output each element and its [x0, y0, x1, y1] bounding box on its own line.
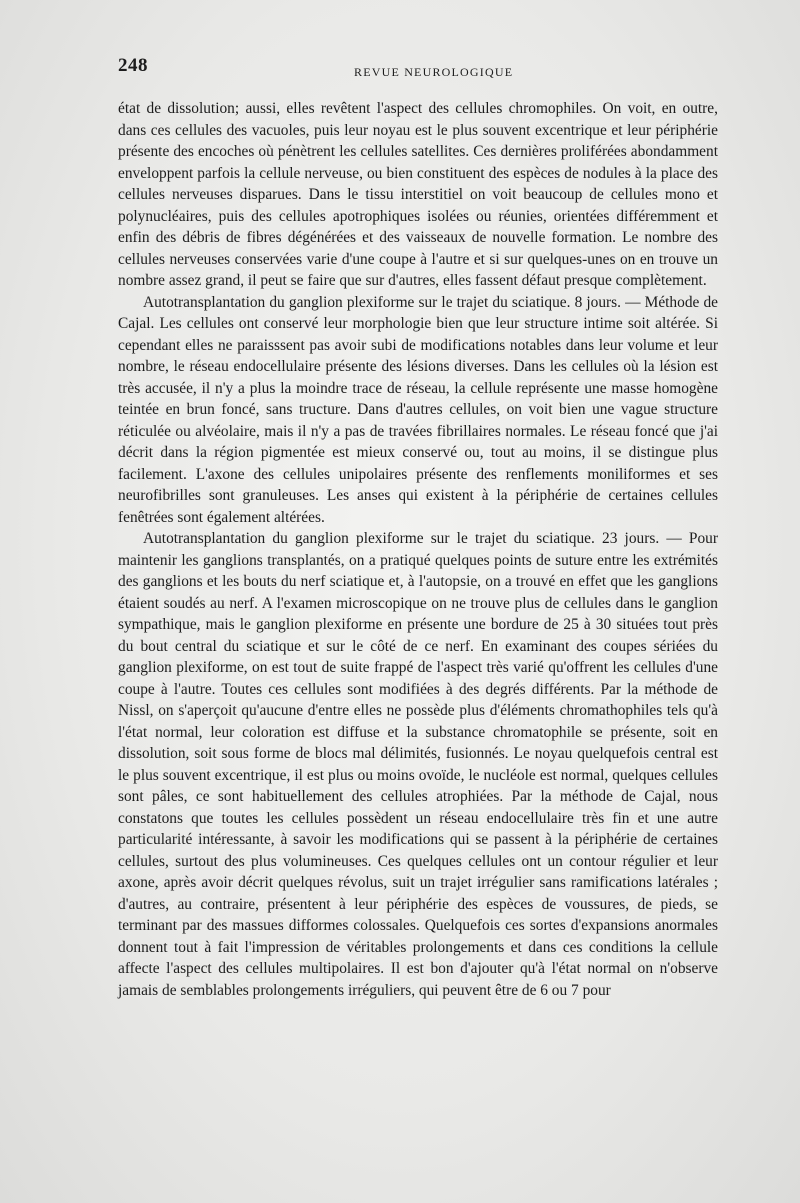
body-text — [118, 98, 718, 1001]
page-number: 248 — [118, 55, 148, 76]
paragraph-continuation: état de dissolution; aussi, elles revêtent l'aspect des cellules chromophiles. On voit, en outre, dans ces cellules des vacuoles, puis leur noyau est le plus souvent excentrique et leur périphérie présente des encoches où pénètrent les cellules satellites. Ces dernières proliférées abondamment enveloppent parfois la cellule nerveuse, ou bien constituent des espèces de nodules à la place des cellules nerveuses disparues. Dans le tissu interstitiel on voit beaucoup de cellules mono et polynucléaires, puis des cellules apotrophiques isolées ou réunies, orientées différemment et enfin des débris de fibres dégénérées et des vaisseaux de nouvelle formation. Le nombre des cellules nerveuses conservées varie d'une coupe à l'autre et si sur quelques-unes on en trouve un nombre assez grand, il peut se faire que sur d'autres, elles fassent défaut presque complètement. — [118, 100, 718, 289]
paragraph-autotransplantation-8-jours: Autotransplantation du ganglion plexiforme sur le trajet du sciatique. 8 jours. — Méthode de Cajal. Les cellules ont conservé leur morphologie bien que leur structure intime soit altérée. Si cependant elles ne paraisssent pas avoir subi de modifications notables dans leur volume et leur nombre, le réseau endocellulaire présente des lésions diverses. Dans les cellules où la lésion est très accusée, il n'y a plus la moindre trace de réseau, la cellule représente une masse homogène teintée en brun foncé, sans tructure. Dans d'autres cellules, on voit bien une vague structure réticulée ou alvéolaire, mais il n'y a pas de travées fibrillaires normales. Le réseau foncé que j'ai décrit dans la région pigmentée est mieux conservé ou, tout au moins, il se distingue plus facilement. L'axone des cellules unipolaires présente des renflements moniliformes et ses neurofibrilles sont granuleuses. Les anses qui existent à la périphérie de certaines cellules fenêtrées sont également altérées. — [118, 293, 718, 526]
running-title: REVUE NEUROLOGIQUE — [354, 65, 514, 79]
page-header — [118, 55, 718, 85]
paragraph-autotransplantation-23-jours: Autotransplantation du ganglion plexiforme sur le trajet du sciatique. 23 jours. — Pour maintenir les ganglions transplantés, on a pratiqué quelques points de suture entre les extrémités des ganglions et les bouts du nerf sciatique et, à l'autopsie, on a trouvé en effet que les ganglions étaient soudés au nerf. A l'examen microscopique on ne trouve plus de cellules dans le ganglion sympathique, mais le ganglion plexiforme en présente une bordure de 25 à 30 situées tout près du bout central du sciatique et sur le côté de ce nerf. En examinant des coupes sériées du ganglion plexiforme, on est tout de suite frappé de l'aspect très varié qu'offrent les cellules d'une coupe à l'autre. Toutes ces cellules sont modifiées à des degrés différents. Par la méthode de Nissl, on s'aperçoit qu'aucune d'entre elles ne possède plus d'éléments chromathophiles tels qu'à l'état normal, leur coloration est diffuse et la substance chromatophile se présente, soit en dissolution, soit sous forme de blocs mal délimités, fusionnés. Le noyau quelquefois central est le plus souvent excentrique, il est plus ou moins ovoïde, le nucléole est normal, quelques cellules sont pâles, ce sont habituellement des cellules atrophiées. Par la méthode de Cajal, nous constatons que toutes les cellules possèdent un réseau endocellulaire très fin et une autre particularité intéressante, à savoir les modifications qui se passent à la périphérie de certaines cellules, surtout des plus volumineuses. Ces quelques cellules ont un contour régulier et leur axone, après avoir décrit quelques révolus, suit un trajet irrégulier sans ramifications latérales ; d'autres, au contraire, présentent à leur périphérie des espèces de voussures, de pieds, se terminant par des massues difformes colossales. Quelquefois ces sortes d'expansions anormales donnent tout à fait l'impression de véritables prolongements et dans ces conditions la cellule affecte l'aspect des cellules multipolaires. Il est bon d'ajouter qu'à l'état normal on n'observe jamais de semblables prolongements irréguliers, qui peuvent être de 6 ou 7 pour — [118, 530, 718, 999]
